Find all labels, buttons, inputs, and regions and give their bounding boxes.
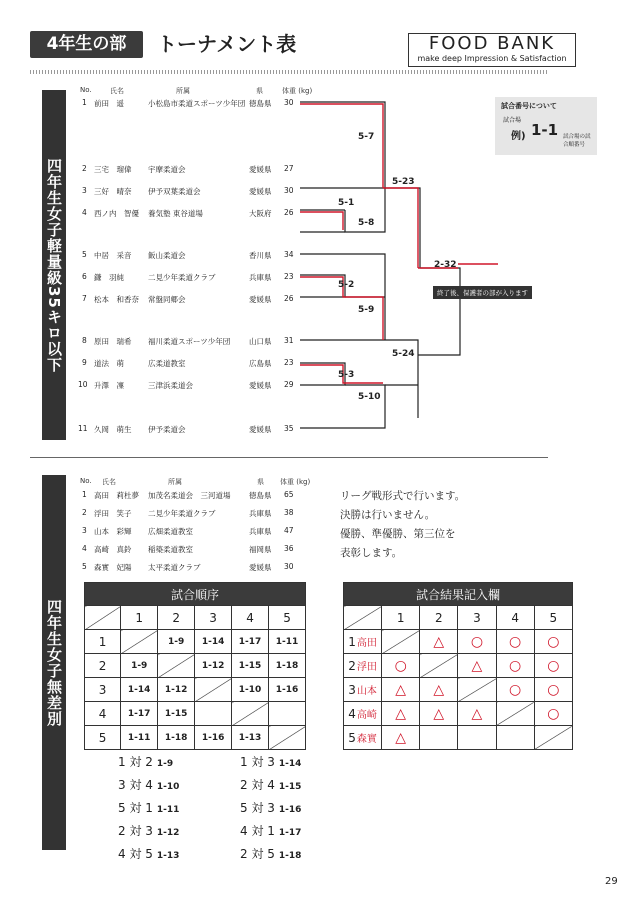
column-header: 3 — [195, 606, 232, 630]
col-pref: 県 — [256, 87, 263, 95]
row-number: 4 — [98, 706, 107, 721]
column-header: 3 — [458, 606, 496, 630]
table-cell: ○ — [534, 702, 572, 726]
col-no: No. — [80, 477, 92, 485]
table-cell: 1-12 — [158, 678, 195, 702]
player-name: 原田 瑞希 — [94, 337, 132, 346]
player-club: 福川柔道スポーツ少年団 — [148, 337, 231, 346]
player-club: 太平柔道クラブ — [148, 563, 201, 572]
table-cell: 1-17 — [121, 702, 158, 726]
column-header: 1 — [382, 606, 420, 630]
row-header — [344, 630, 382, 654]
table-cell: 1-10 — [232, 678, 269, 702]
player-pref: 香川県 — [249, 251, 272, 260]
player-pref: 兵庫県 — [249, 509, 272, 518]
player-name: 三宅 瑠偉 — [94, 165, 132, 174]
table-cell: 1-17 — [232, 630, 269, 654]
match-label: 5-24 — [392, 349, 415, 359]
player-weight: 47 — [284, 526, 294, 535]
pairing-text: 1 対 2 — [118, 755, 153, 769]
table-cell: 1-11 — [269, 630, 306, 654]
player-club: 小松島市柔道スポーツ少年団 — [148, 99, 246, 108]
player-pref: 兵庫県 — [249, 273, 272, 282]
table-cell — [420, 654, 458, 678]
table-cell — [382, 630, 420, 654]
category-bar-light: 四年生女子軽量級35キロ以下 — [42, 90, 66, 440]
pairing-text: 5 対 1 — [118, 801, 153, 815]
player-club: 飯山柔道会 — [148, 251, 186, 260]
table-cell: 1-13 — [232, 726, 269, 750]
pairing-code: 1-13 — [156, 851, 180, 861]
table-cell: 1-12 — [195, 654, 232, 678]
table-cell: ○ — [534, 654, 572, 678]
note-example: 例) — [511, 131, 526, 142]
pairing-row — [240, 775, 301, 798]
player-no: 3 — [82, 186, 87, 195]
bracket-line — [300, 102, 385, 188]
player-name: 中居 采音 — [94, 251, 132, 260]
row-header — [344, 654, 382, 678]
player-club: 加茂名柔道会 三河道場 — [148, 491, 231, 500]
table-cell: ○ — [534, 630, 572, 654]
column-header: 2 — [158, 606, 195, 630]
match-label: 2-32 — [434, 260, 457, 270]
note-code: 1-1 — [531, 121, 559, 139]
category-bar-open: 四年生女子無差別 — [42, 475, 66, 850]
order-table-title: 試合順序 — [85, 583, 306, 606]
table-cell — [420, 726, 458, 750]
table-cell — [458, 678, 496, 702]
player-pref: 広島県 — [249, 359, 272, 368]
pairing-code: 1-9 — [156, 759, 174, 769]
table-cell: 1-9 — [121, 654, 158, 678]
player-weight: 35 — [284, 424, 294, 433]
section-badge: 4年生の部 — [30, 31, 143, 58]
player-no: 4 — [82, 208, 87, 217]
player-name: 西ノ内 智優 — [94, 209, 139, 218]
logo-main: FOOD BANK — [428, 33, 556, 54]
row-header — [344, 702, 382, 726]
row-header — [344, 726, 382, 750]
row-number: 1 — [348, 635, 356, 649]
player-no: 5 — [82, 562, 87, 571]
table-cell — [496, 726, 534, 750]
player-name: 浮田 笑子 — [94, 509, 132, 518]
player-weight: 23 — [284, 358, 294, 367]
col-name: 氏名 — [102, 478, 116, 486]
pairing-text: 1 対 3 — [240, 755, 275, 769]
pairing-code: 1-15 — [278, 782, 302, 792]
column-header: 2 — [420, 606, 458, 630]
pairing-text: 3 対 4 — [118, 778, 153, 792]
row-number: 3 — [348, 683, 356, 697]
player-no: 3 — [82, 526, 87, 535]
match-label: 5-9 — [358, 305, 375, 315]
note-field-label: 試合場 — [503, 117, 522, 124]
pairing-row — [240, 798, 301, 821]
player-name: 山本 彩輝 — [94, 527, 132, 536]
callout: 終了後、保護者の部が入ります — [433, 286, 532, 299]
player-club: 二見少年柔道クラブ — [148, 273, 216, 282]
player-pref: 愛媛県 — [249, 295, 272, 304]
corner-cell — [344, 606, 382, 630]
col-club: 所属 — [176, 87, 190, 95]
table-cell — [195, 702, 232, 726]
player-club: 稲築柔道教室 — [148, 545, 193, 554]
player-pref: 愛媛県 — [249, 381, 272, 390]
section-separator — [30, 457, 548, 458]
player-pref: 福岡県 — [249, 545, 272, 554]
table-cell: △ — [420, 630, 458, 654]
column-header: 5 — [269, 606, 306, 630]
player-weight: 30 — [284, 186, 294, 195]
player-club: 三津浜柔道会 — [148, 381, 193, 390]
match-label: 5-8 — [358, 218, 375, 228]
table-cell: △ — [458, 702, 496, 726]
league-info — [340, 487, 465, 563]
pairing-row — [240, 821, 301, 844]
pairing-row — [118, 798, 179, 821]
table-cell: 1-18 — [269, 654, 306, 678]
player-weight: 30 — [284, 562, 294, 571]
player-name: 鎌 羽純 — [94, 273, 124, 282]
player-weight: 26 — [284, 294, 294, 303]
player-name: 森實 妃陽 — [94, 563, 132, 572]
table-cell: 1-15 — [158, 702, 195, 726]
row-header — [85, 654, 121, 678]
row-header — [85, 702, 121, 726]
pairing-row — [118, 775, 179, 798]
col-club: 所属 — [168, 478, 182, 486]
table-cell: △ — [382, 678, 420, 702]
pairing-text: 2 対 3 — [118, 824, 153, 838]
table-cell: 1-14 — [195, 630, 232, 654]
player-no: 4 — [82, 544, 87, 553]
player-name: 松本 和香奈 — [94, 295, 139, 304]
row-player-name: 浮田 — [356, 662, 377, 673]
player-club: 伊予柔道会 — [148, 425, 186, 434]
pairing-text: 5 対 3 — [240, 801, 275, 815]
table-cell — [158, 654, 195, 678]
table-cell — [269, 702, 306, 726]
pairing-code: 1-16 — [278, 805, 302, 815]
page-number: 29 — [605, 876, 618, 887]
player-no: 7 — [82, 294, 87, 303]
player-club: 宇摩柔道会 — [148, 165, 186, 174]
match-label: 5-10 — [358, 392, 381, 402]
page-title: トーナメント表 — [157, 32, 297, 56]
pairing-code: 1-11 — [156, 805, 180, 815]
row-player-name: 森實 — [356, 734, 377, 745]
note-title: 試合番号について — [501, 102, 557, 110]
logo-tagline: make deep Impression & Satisfaction — [417, 54, 567, 63]
table-cell: ○ — [496, 678, 534, 702]
player-no: 1 — [82, 98, 87, 107]
player-pref: 徳島県 — [249, 491, 272, 500]
player-weight: 36 — [284, 544, 294, 553]
column-header: 1 — [121, 606, 158, 630]
player-no: 11 — [78, 424, 88, 433]
table-cell: △ — [458, 654, 496, 678]
table-cell: △ — [382, 702, 420, 726]
row-header — [85, 678, 121, 702]
player-pref: 愛媛県 — [249, 187, 272, 196]
table-cell: 1-15 — [232, 654, 269, 678]
player-no: 1 — [82, 490, 87, 499]
table-cell: 1-18 — [158, 726, 195, 750]
table-cell — [534, 726, 572, 750]
table-cell: 1-9 — [158, 630, 195, 654]
pairing-row — [118, 752, 179, 775]
player-no: 8 — [82, 336, 87, 345]
pairing-text: 4 対 5 — [118, 847, 153, 861]
player-name: 升澤 凜 — [94, 381, 124, 390]
league-line: 決勝は行いません。 — [340, 509, 436, 521]
match-label: 5-23 — [392, 177, 415, 187]
match-label: 5-3 — [338, 370, 355, 380]
table-cell — [121, 630, 158, 654]
corner-cell — [85, 606, 121, 630]
player-pref: 兵庫県 — [249, 527, 272, 536]
row-number: 5 — [98, 730, 107, 745]
pairing-row — [118, 821, 179, 844]
player-weight: 34 — [284, 250, 294, 259]
pairings-right — [240, 752, 301, 867]
pairing-row — [240, 752, 301, 775]
player-weight: 31 — [284, 336, 294, 345]
table-cell: △ — [420, 678, 458, 702]
table-cell: 1-14 — [121, 678, 158, 702]
pairing-code: 1-18 — [278, 851, 302, 861]
player-name: 高田 莉杜夢 — [94, 491, 139, 500]
player-no: 6 — [82, 272, 87, 281]
row-header — [85, 726, 121, 750]
pairing-text: 2 対 4 — [240, 778, 275, 792]
row-number: 4 — [348, 707, 356, 721]
player-club: 常盤同郷会 — [148, 295, 186, 304]
player-weight: 38 — [284, 508, 294, 517]
row-number: 2 — [348, 659, 356, 673]
order-table — [84, 582, 306, 750]
player-pref: 徳島県 — [249, 99, 272, 108]
table-cell: △ — [420, 702, 458, 726]
player-club: 広柔道教室 — [148, 359, 186, 368]
row-number: 1 — [98, 634, 107, 649]
pairing-text: 2 対 5 — [240, 847, 275, 861]
pairing-row — [240, 844, 301, 867]
player-weight: 65 — [284, 490, 294, 499]
column-header: 4 — [496, 606, 534, 630]
col-weight: 体重 (kg) — [282, 87, 313, 95]
player-weight: 26 — [284, 208, 294, 217]
pairing-text: 4 対 1 — [240, 824, 275, 838]
table-cell: ○ — [458, 630, 496, 654]
player-name: 久岡 萌生 — [94, 425, 132, 434]
pairing-code: 1-14 — [278, 759, 302, 769]
player-weight: 23 — [284, 272, 294, 281]
table-cell: 1-16 — [269, 678, 306, 702]
player-no: 5 — [82, 250, 87, 259]
player-weight: 27 — [284, 164, 294, 173]
row-header — [85, 630, 121, 654]
player-pref: 愛媛県 — [249, 165, 272, 174]
table-cell — [195, 678, 232, 702]
note-order-label: 試合場の試合順番号 — [563, 134, 591, 148]
col-weight: 体重 (kg) — [280, 478, 311, 486]
player-pref: 大阪府 — [249, 209, 272, 218]
pairing-code: 1-10 — [156, 782, 180, 792]
league-line: リーグ戦形式で行います。 — [340, 490, 466, 502]
pairing-code: 1-12 — [156, 828, 180, 838]
player-name: 道法 萌 — [94, 359, 124, 368]
pairing-row — [118, 844, 179, 867]
player-pref: 山口県 — [249, 337, 272, 346]
player-name: 前田 遥 — [94, 99, 124, 108]
column-header: 5 — [534, 606, 572, 630]
pairings-left — [118, 752, 179, 867]
table-cell — [496, 702, 534, 726]
match-label: 5-1 — [338, 198, 355, 208]
table-cell: 1-11 — [121, 726, 158, 750]
league-line: 表彰します。 — [340, 547, 403, 559]
col-name: 氏名 — [110, 87, 124, 95]
player-no: 9 — [82, 358, 87, 367]
row-number: 5 — [348, 731, 356, 745]
table-cell: 1-16 — [195, 726, 232, 750]
player-weight: 29 — [284, 380, 294, 389]
table-cell — [232, 702, 269, 726]
player-name: 高崎 真鈴 — [94, 545, 132, 554]
match-number-note — [495, 97, 597, 155]
player-club: 養気塾 東谷道場 — [148, 209, 203, 218]
player-name: 三好 晴奈 — [94, 187, 132, 196]
column-header: 4 — [232, 606, 269, 630]
table-cell: ○ — [382, 654, 420, 678]
col-no: No. — [80, 86, 92, 94]
table-cell: ○ — [534, 678, 572, 702]
result-table — [343, 582, 573, 750]
table-cell: ○ — [496, 630, 534, 654]
match-label: 5-2 — [338, 280, 355, 290]
table-cell — [458, 726, 496, 750]
player-no: 2 — [82, 164, 87, 173]
row-number: 2 — [98, 658, 107, 673]
player-club: 二見少年柔道クラブ — [148, 509, 216, 518]
match-label: 5-7 — [358, 132, 375, 142]
player-club: 伊予双葉柔道会 — [148, 187, 201, 196]
player-weight: 30 — [284, 98, 294, 107]
row-player-name: 山本 — [356, 686, 377, 697]
row-header — [344, 678, 382, 702]
row-player-name: 高崎 — [356, 710, 377, 721]
player-pref: 愛媛県 — [249, 563, 272, 572]
pairing-code: 1-17 — [278, 828, 302, 838]
player-no: 2 — [82, 508, 87, 517]
table-cell: △ — [382, 726, 420, 750]
row-number: 3 — [98, 682, 107, 697]
player-club: 広畑柔道教室 — [148, 527, 193, 536]
league-line: 優勝、準優勝、第三位を — [340, 528, 456, 540]
table-cell — [269, 726, 306, 750]
col-pref: 県 — [257, 478, 264, 486]
player-pref: 愛媛県 — [249, 425, 272, 434]
table-cell: ○ — [496, 654, 534, 678]
player-no: 10 — [78, 380, 88, 389]
row-player-name: 高田 — [356, 638, 377, 649]
result-table-title: 試合結果記入欄 — [344, 583, 573, 606]
